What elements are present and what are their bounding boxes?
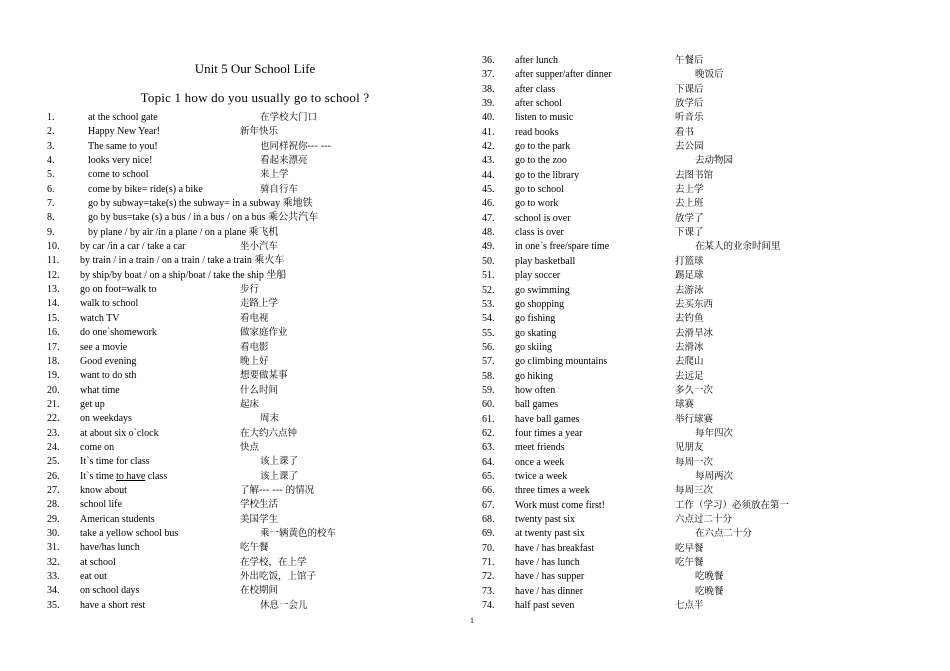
vocab-row bbox=[482, 527, 922, 541]
item-number: 23. bbox=[47, 427, 60, 439]
item-number: 41. bbox=[482, 126, 495, 138]
chinese-meaning: 该上课了 bbox=[260, 456, 299, 468]
vocab-row bbox=[47, 111, 457, 125]
chinese-meaning: 在某人的业余时间里 bbox=[695, 241, 781, 253]
english-phrase: ball games bbox=[515, 399, 559, 411]
item-number: 46. bbox=[482, 198, 495, 210]
english-phrase: how often bbox=[515, 384, 556, 396]
item-number: 49. bbox=[482, 241, 495, 253]
english-phrase: go to school bbox=[515, 184, 564, 196]
english-phrase: Good evening bbox=[80, 355, 137, 367]
english-phrase: after class bbox=[515, 83, 556, 95]
chinese-meaning: 做家庭作业 bbox=[240, 327, 288, 339]
english-phrase: at the school gate bbox=[88, 112, 158, 123]
item-number: 37. bbox=[482, 69, 495, 81]
english-phrase: go fishing bbox=[515, 313, 556, 325]
vocab-row bbox=[482, 111, 922, 125]
chinese-meaning: 听音乐 bbox=[675, 112, 704, 124]
vocab-row bbox=[47, 384, 457, 398]
vocab-row bbox=[47, 513, 457, 527]
chinese-meaning: 放学后 bbox=[675, 98, 704, 110]
vocab-row bbox=[47, 369, 457, 383]
item-number: 69. bbox=[482, 528, 495, 540]
vocab-row bbox=[47, 269, 457, 283]
english-phrase: go by bus=take (s) a bus / in a bus / on a bus 乘公共汽车 bbox=[88, 212, 319, 224]
english-phrase: after school bbox=[515, 98, 562, 110]
vocab-row bbox=[482, 499, 922, 513]
chinese-meaning: 看电影 bbox=[240, 341, 269, 353]
vocab-row bbox=[482, 585, 922, 599]
english-phrase: want to do sth bbox=[80, 370, 137, 382]
vocab-row bbox=[47, 211, 457, 225]
english-phrase: have a short rest bbox=[80, 599, 146, 611]
english-phrase: in one`s free/spare time bbox=[515, 241, 610, 253]
english-phrase: after supper/after dinner bbox=[515, 69, 612, 81]
english-phrase: school life bbox=[80, 499, 122, 511]
english-phrase: have / has breakfast bbox=[515, 542, 595, 554]
item-number: 68. bbox=[482, 514, 495, 525]
english-phrase: go skiing bbox=[515, 341, 552, 353]
english-phrase: go on foot=walk to bbox=[80, 284, 157, 296]
english-phrase: take a yellow school bus bbox=[80, 527, 179, 539]
chinese-meaning: 去远足 bbox=[675, 370, 704, 382]
english-phrase: school is over bbox=[515, 212, 571, 224]
item-number: 54. bbox=[482, 313, 495, 325]
chinese-meaning: 每周两次 bbox=[695, 470, 734, 482]
vocab-row bbox=[482, 154, 922, 168]
english-phrase: read books bbox=[515, 126, 559, 138]
vocab-row bbox=[482, 384, 922, 398]
item-number: 11. bbox=[47, 255, 60, 267]
english-phrase: have ball games bbox=[515, 413, 580, 425]
chinese-meaning: 新年快乐 bbox=[240, 126, 279, 138]
english-phrase: come by bike= ride(s) a bike bbox=[88, 183, 203, 195]
vocab-row bbox=[482, 169, 922, 183]
chinese-meaning: 乘一辆黄色的校车 bbox=[260, 527, 337, 539]
english-phrase: American students bbox=[80, 513, 155, 525]
vocab-list-left bbox=[47, 111, 457, 613]
english-phrase: on school days bbox=[80, 585, 140, 597]
vocab-row bbox=[47, 484, 457, 498]
english-phrase: come on bbox=[80, 441, 115, 453]
english-phrase: It`s time for class bbox=[80, 456, 150, 468]
item-number: 25. bbox=[47, 456, 60, 468]
vocab-row bbox=[482, 284, 922, 298]
chinese-meaning: 外出吃饭，上馆子 bbox=[240, 571, 317, 582]
english-phrase: four times a year bbox=[515, 427, 583, 439]
chinese-meaning: 美国学生 bbox=[240, 513, 279, 525]
item-number: 15. bbox=[47, 312, 60, 324]
english-phrase: by plane / by air /in a plane / on a plane 乘飞机 bbox=[88, 226, 279, 238]
chinese-meaning: 在学校，在上学 bbox=[240, 556, 307, 568]
item-number: 62. bbox=[482, 427, 495, 439]
english-phrase: go by subway=take(s) the subway= in a subway 乘地铁 bbox=[88, 198, 313, 210]
item-number: 65. bbox=[482, 470, 495, 482]
vocab-row bbox=[47, 341, 457, 355]
chinese-meaning: 去图书馆 bbox=[675, 169, 714, 181]
item-number: 26. bbox=[47, 470, 60, 482]
vocab-row bbox=[47, 125, 457, 139]
chinese-meaning: 在学校大门口 bbox=[260, 112, 318, 123]
english-phrase: have / has lunch bbox=[515, 557, 580, 569]
chinese-meaning: 下课了 bbox=[675, 227, 704, 239]
chinese-meaning: 吃早餐 bbox=[675, 542, 704, 554]
vocab-row bbox=[47, 427, 457, 441]
vocab-row bbox=[482, 370, 922, 384]
chinese-meaning: 起床 bbox=[240, 398, 260, 410]
item-number: 17. bbox=[47, 341, 60, 353]
vocab-row bbox=[47, 599, 457, 613]
vocab-row bbox=[482, 513, 922, 527]
english-phrase: at about six o`clock bbox=[80, 427, 159, 439]
chinese-meaning: 吃晚餐 bbox=[695, 585, 724, 597]
vocab-row bbox=[47, 168, 457, 182]
vocab-row bbox=[482, 312, 922, 326]
chinese-meaning: 下课后 bbox=[675, 83, 704, 95]
vocab-row bbox=[47, 527, 457, 541]
chinese-meaning: 看起来漂亮 bbox=[260, 155, 308, 167]
english-phrase: watch TV bbox=[80, 312, 120, 324]
chinese-meaning: 走路上学 bbox=[240, 298, 279, 310]
vocab-row bbox=[482, 484, 922, 498]
item-number: 18. bbox=[47, 355, 60, 367]
english-phrase: know about bbox=[80, 484, 127, 496]
item-number: 67. bbox=[482, 499, 495, 511]
item-number: 28. bbox=[47, 499, 60, 511]
english-phrase: once a week bbox=[515, 456, 565, 468]
underlined-text: to have bbox=[116, 470, 146, 482]
chinese-meaning: 坐小汽车 bbox=[240, 241, 279, 253]
english-phrase: at school bbox=[80, 556, 116, 568]
item-number: 72. bbox=[482, 571, 495, 583]
item-number: 6. bbox=[47, 183, 55, 195]
vocab-row bbox=[482, 269, 922, 283]
vocab-row bbox=[482, 470, 922, 484]
item-number: 47. bbox=[482, 212, 495, 224]
vocab-row bbox=[482, 398, 922, 412]
chinese-meaning: 步行 bbox=[240, 284, 260, 296]
chinese-meaning: 打篮球 bbox=[675, 255, 704, 267]
item-number: 34. bbox=[47, 585, 60, 597]
chinese-meaning: 去爬山 bbox=[675, 356, 704, 368]
vocab-row bbox=[482, 54, 922, 68]
vocab-row bbox=[482, 83, 922, 97]
vocab-row bbox=[47, 240, 457, 254]
item-number: 48. bbox=[482, 227, 495, 239]
item-number: 70. bbox=[482, 542, 495, 554]
item-number: 52. bbox=[482, 284, 495, 296]
chinese-meaning: 工作（学习）必须放在第一 bbox=[675, 499, 790, 511]
unit-title: Unit 5 Our School Life bbox=[194, 61, 316, 76]
english-phrase-part: class bbox=[145, 470, 168, 482]
vocab-row bbox=[47, 312, 457, 326]
vocab-row bbox=[482, 183, 922, 197]
english-phrase: Happy New Year! bbox=[88, 126, 160, 138]
english-phrase: go to the zoo bbox=[515, 155, 567, 167]
item-number: 20. bbox=[47, 384, 60, 396]
topic-title: Topic 1 how do you usually go to school ? bbox=[140, 90, 370, 105]
item-number: 66. bbox=[482, 485, 495, 497]
item-number: 30. bbox=[47, 527, 60, 539]
item-number: 73. bbox=[482, 585, 495, 597]
item-number: 57. bbox=[482, 356, 495, 368]
english-phrase-part: It`s time bbox=[80, 470, 117, 482]
chinese-meaning: 去滑旱冰 bbox=[675, 327, 714, 339]
chinese-meaning: 周末 bbox=[260, 413, 280, 425]
vocab-row bbox=[482, 68, 922, 82]
english-phrase: go to the library bbox=[515, 169, 580, 181]
item-number: 13. bbox=[47, 284, 60, 296]
vocab-row bbox=[47, 498, 457, 512]
item-number: 43. bbox=[482, 155, 495, 167]
english-phrase: go swimming bbox=[515, 284, 570, 296]
item-number: 63. bbox=[482, 442, 495, 454]
item-number: 33. bbox=[47, 571, 60, 582]
chinese-meaning: 学校生活 bbox=[240, 499, 279, 511]
item-number: 14. bbox=[47, 298, 60, 310]
chinese-meaning: 举行球赛 bbox=[675, 413, 714, 425]
english-phrase: what time bbox=[80, 384, 120, 396]
english-phrase: go skating bbox=[515, 327, 557, 339]
chinese-meaning: 六点过二十分 bbox=[675, 514, 733, 525]
english-phrase: by train / in a train / on a train / take a train 乘火车 bbox=[80, 255, 285, 267]
item-number: 50. bbox=[482, 255, 495, 267]
item-number: 55. bbox=[482, 327, 495, 339]
english-phrase: play basketball bbox=[515, 255, 576, 267]
chinese-meaning: 吃午餐 bbox=[675, 557, 704, 569]
item-number: 42. bbox=[482, 141, 495, 153]
vocab-row bbox=[482, 413, 922, 427]
vocab-row bbox=[47, 470, 457, 484]
english-phrase: three times a week bbox=[515, 485, 590, 497]
vocab-row bbox=[482, 542, 922, 556]
item-number: 21. bbox=[47, 398, 60, 410]
item-number: 74. bbox=[482, 600, 495, 612]
vocab-row bbox=[47, 197, 457, 211]
vocab-row bbox=[47, 570, 457, 584]
english-phrase: go climbing mountains bbox=[515, 356, 608, 368]
english-phrase: half past seven bbox=[515, 600, 575, 612]
chinese-meaning: 踢足球 bbox=[675, 270, 704, 282]
chinese-meaning: 去游泳 bbox=[675, 284, 704, 296]
item-number: 3. bbox=[47, 140, 55, 152]
item-number: 36. bbox=[482, 55, 495, 66]
vocab-row bbox=[47, 355, 457, 369]
vocab-row bbox=[482, 212, 922, 226]
chinese-meaning: 去公园 bbox=[675, 141, 704, 153]
chinese-meaning: 七点半 bbox=[675, 600, 704, 612]
vocab-row bbox=[47, 441, 457, 455]
chinese-meaning: 快点 bbox=[240, 441, 260, 453]
chinese-meaning: 来上学 bbox=[260, 169, 289, 181]
vocab-row bbox=[482, 126, 922, 140]
vocab-row bbox=[482, 441, 922, 455]
item-number: 1. bbox=[47, 112, 55, 123]
vocab-row bbox=[482, 97, 922, 111]
english-phrase: by ship/by boat / on a ship/boat / take the ship 坐船 bbox=[80, 269, 287, 281]
chinese-meaning: 见朋友 bbox=[675, 442, 704, 454]
item-number: 24. bbox=[47, 441, 60, 453]
vocab-row bbox=[47, 226, 457, 240]
chinese-meaning: 骑自行车 bbox=[260, 183, 299, 195]
item-number: 32. bbox=[47, 556, 60, 568]
item-number: 9. bbox=[47, 226, 55, 238]
chinese-meaning: 去动物园 bbox=[695, 155, 734, 167]
english-phrase: have / has dinner bbox=[515, 585, 584, 597]
item-number: 64. bbox=[482, 456, 495, 468]
item-number: 5. bbox=[47, 169, 55, 181]
english-phrase: come to school bbox=[88, 169, 149, 181]
vocab-row bbox=[47, 283, 457, 297]
item-number: 7. bbox=[47, 198, 55, 210]
chinese-meaning: 球赛 bbox=[675, 399, 695, 411]
english-phrase: go to work bbox=[515, 198, 559, 210]
chinese-meaning: 想要做某事 bbox=[240, 370, 288, 382]
english-phrase: at twenty past six bbox=[515, 528, 585, 540]
english-phrase: go shopping bbox=[515, 298, 565, 310]
english-phrase: get up bbox=[80, 398, 105, 410]
vocab-row bbox=[482, 140, 922, 154]
vocab-row bbox=[47, 297, 457, 311]
item-number: 44. bbox=[482, 169, 495, 181]
item-number: 40. bbox=[482, 112, 495, 124]
item-number: 2. bbox=[47, 126, 55, 138]
item-number: 19. bbox=[47, 370, 60, 382]
english-phrase: do one`shomework bbox=[80, 327, 157, 339]
english-phrase: twice a week bbox=[515, 470, 568, 482]
english-phrase bbox=[80, 470, 167, 484]
chinese-meaning: 看电视 bbox=[240, 312, 269, 324]
vocab-row bbox=[47, 254, 457, 268]
chinese-meaning: 放学了 bbox=[675, 212, 704, 224]
chinese-meaning: 休息一会儿 bbox=[260, 599, 308, 611]
chinese-meaning: 去钓鱼 bbox=[675, 313, 704, 325]
english-phrase: by car /in a car / take a car bbox=[80, 241, 186, 253]
english-phrase: twenty past six bbox=[515, 514, 575, 525]
chinese-meaning: 去滑冰 bbox=[675, 341, 704, 353]
english-phrase: Work must come first! bbox=[515, 499, 606, 511]
item-number: 51. bbox=[482, 270, 495, 282]
english-phrase: after lunch bbox=[515, 55, 559, 66]
chinese-meaning: 在校期间 bbox=[240, 585, 279, 597]
vocab-row bbox=[47, 541, 457, 555]
english-phrase: walk to school bbox=[80, 298, 139, 310]
vocab-row bbox=[47, 455, 457, 469]
vocab-row bbox=[482, 197, 922, 211]
english-phrase: The same to you! bbox=[88, 140, 158, 152]
item-number: 59. bbox=[482, 384, 495, 396]
item-number: 31. bbox=[47, 542, 60, 554]
vocab-row bbox=[482, 240, 922, 254]
vocab-row bbox=[47, 326, 457, 340]
vocab-row bbox=[482, 570, 922, 584]
item-number: 8. bbox=[47, 212, 55, 224]
vocab-row bbox=[47, 398, 457, 412]
chinese-meaning: 晚上好 bbox=[240, 355, 269, 367]
vocab-row bbox=[47, 183, 457, 197]
chinese-meaning: 每周一次 bbox=[675, 456, 714, 468]
vocab-row bbox=[482, 456, 922, 470]
english-phrase: meet friends bbox=[515, 442, 565, 454]
chinese-meaning: 去上班 bbox=[675, 198, 704, 210]
vocab-row bbox=[47, 140, 457, 154]
item-number: 61. bbox=[482, 413, 495, 425]
item-number: 71. bbox=[482, 557, 495, 569]
item-number: 27. bbox=[47, 484, 60, 496]
chinese-meaning: 了解--- --- 的情况 bbox=[240, 484, 315, 496]
item-number: 58. bbox=[482, 370, 495, 382]
vocab-row bbox=[482, 556, 922, 570]
item-number: 60. bbox=[482, 399, 495, 411]
item-number: 39. bbox=[482, 98, 495, 110]
chinese-meaning: 吃午餐 bbox=[240, 542, 269, 554]
english-phrase: on weekdays bbox=[80, 413, 132, 425]
chinese-meaning: 什么时间 bbox=[240, 384, 279, 396]
chinese-meaning: 多久一次 bbox=[675, 384, 714, 396]
vocab-row bbox=[482, 255, 922, 269]
chinese-meaning: 每年四次 bbox=[695, 427, 734, 439]
chinese-meaning: 该上课了 bbox=[260, 470, 299, 482]
vocab-row bbox=[47, 154, 457, 168]
item-number: 45. bbox=[482, 184, 495, 196]
chinese-meaning: 在大约六点钟 bbox=[240, 427, 298, 439]
english-phrase: play soccer bbox=[515, 270, 561, 282]
vocab-row bbox=[482, 327, 922, 341]
chinese-meaning: 去上学 bbox=[675, 184, 704, 196]
english-phrase: go hiking bbox=[515, 370, 554, 382]
chinese-meaning: 也同样祝你--- --- bbox=[260, 140, 332, 152]
english-phrase: have / has supper bbox=[515, 571, 585, 583]
vocab-row bbox=[482, 427, 922, 441]
vocab-row bbox=[482, 355, 922, 369]
chinese-meaning: 看书 bbox=[675, 126, 695, 138]
chinese-meaning: 午餐后 bbox=[675, 55, 704, 66]
item-number: 38. bbox=[482, 83, 495, 95]
vocab-row bbox=[482, 599, 922, 613]
english-phrase: listen to music bbox=[515, 112, 574, 124]
item-number: 4. bbox=[47, 155, 55, 167]
vocab-row bbox=[47, 584, 457, 598]
item-number: 16. bbox=[47, 327, 60, 339]
english-phrase: see a movie bbox=[80, 341, 128, 353]
vocab-row bbox=[482, 226, 922, 240]
chinese-meaning: 每周三次 bbox=[675, 485, 714, 497]
item-number: 29. bbox=[47, 513, 60, 525]
vocab-row bbox=[47, 412, 457, 426]
vocab-row bbox=[47, 556, 457, 570]
item-number: 53. bbox=[482, 298, 495, 310]
item-number: 35. bbox=[47, 599, 60, 611]
page-number: 1 bbox=[470, 616, 474, 625]
item-number: 10. bbox=[47, 241, 60, 253]
vocab-row bbox=[482, 298, 922, 312]
english-phrase: go to the park bbox=[515, 141, 571, 153]
vocab-list-right bbox=[482, 54, 922, 613]
chinese-meaning: 在六点二十分 bbox=[695, 528, 753, 540]
english-phrase: looks very nice! bbox=[88, 155, 153, 167]
item-number: 56. bbox=[482, 341, 495, 353]
vocab-row bbox=[482, 341, 922, 355]
chinese-meaning: 去买东西 bbox=[675, 298, 714, 310]
item-number: 12. bbox=[47, 269, 60, 281]
english-phrase: eat out bbox=[80, 571, 107, 582]
chinese-meaning: 吃晚餐 bbox=[695, 571, 724, 583]
english-phrase: class is over bbox=[515, 227, 564, 239]
english-phrase: have/has lunch bbox=[80, 542, 140, 554]
item-number: 22. bbox=[47, 413, 60, 425]
chinese-meaning: 晚饭后 bbox=[695, 69, 724, 81]
